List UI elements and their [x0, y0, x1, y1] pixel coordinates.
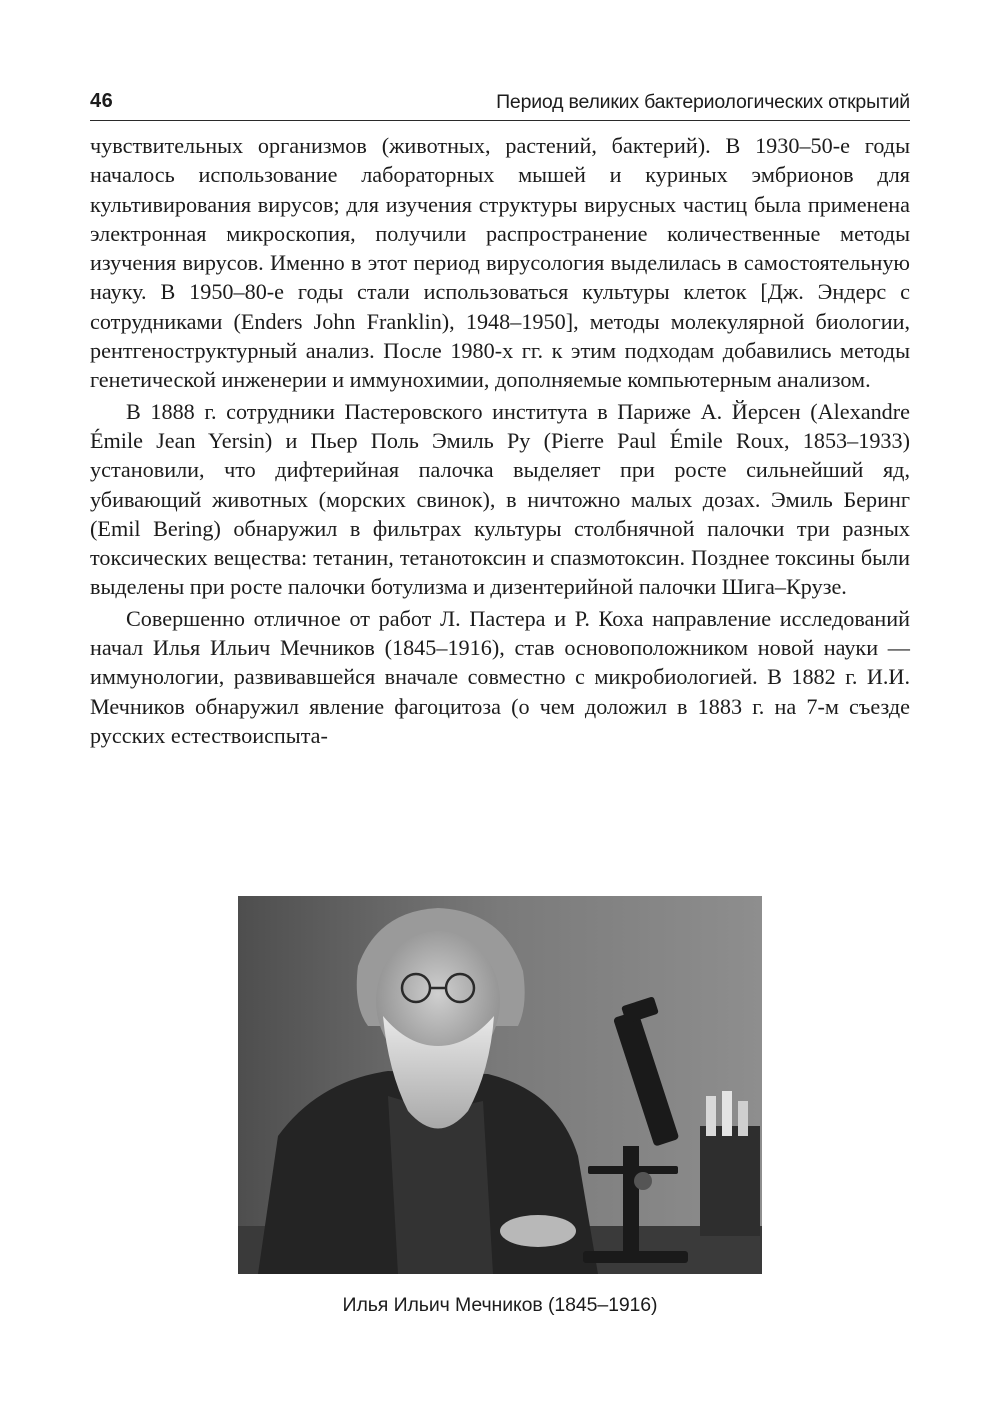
- body-text: [90, 131, 910, 750]
- paragraph-toxins: В 1888 г. сотрудники Пастеровского института в Париже А. Йерсен (Alexandre Émile Jean Yersin) и Пьер Поль Эмиль Ру (Pierre Paul Émile Roux, 1853–1933) установили, что дифтерийная палочка выделяет при росте сильнейший яд, убивающий животных (морских свинок), в ничтожно малых дозах. Эмиль Беринг (Emil Bering) обнаружил в фильтрах культуры столбнячной палочки три разных токсических вещества: тетанин, тетанотоксин и спазмотоксин. Позднее токсины были выделены при росте палочки ботулизма и дизентерийной палочки Шига–Крузе.: [90, 398, 910, 600]
- paragraph-mechnikov: Совершенно отличное от работ Л. Пастера и Р. Коха направление исследований начал Илья Ильич Мечников (1845–1916), став основоположником новой науки — иммунологии, развивавшейся вначале совместно с микробиологией. В 1882 г. И.И. Мечников обнаружил явление фагоцитоза (о чем доложил в 1883 г. на 7-м съезде русских естествоиспыта-: [90, 605, 910, 748]
- figure-caption: Илья Ильич Мечников (1845–1916): [342, 1294, 658, 1316]
- paragraph-continuation: чувствительных организмов (животных, растений, бактерий). В 1930–50-е годы началось использование лабораторных мышей и куриных эмбрионов для культивирования вирусов; для изучения структуры вирусных частиц была применена электронная микроскопия, получили распространение количественные методы изучения вирусов. Именно в этот период вирусология выделилась в самостоятельную науку. В 1950–80-е годы стали использоваться культуры клеток [Дж. Эндерс с сотрудниками (Enders John Franklin), 1948–1950], методы молекулярной биологии, рентгеноструктурный анализ. После 1980-х гг. к этим подходам добавились методы генетической инженерии и иммунохимии, дополняемые компьютерным анализом.: [90, 133, 910, 393]
- page-header: [90, 84, 910, 121]
- page-number: 46: [90, 90, 114, 112]
- running-title: Период великих бактериологических открытий: [496, 91, 910, 113]
- hand: [500, 1215, 576, 1247]
- portrait-photo: [238, 896, 762, 1274]
